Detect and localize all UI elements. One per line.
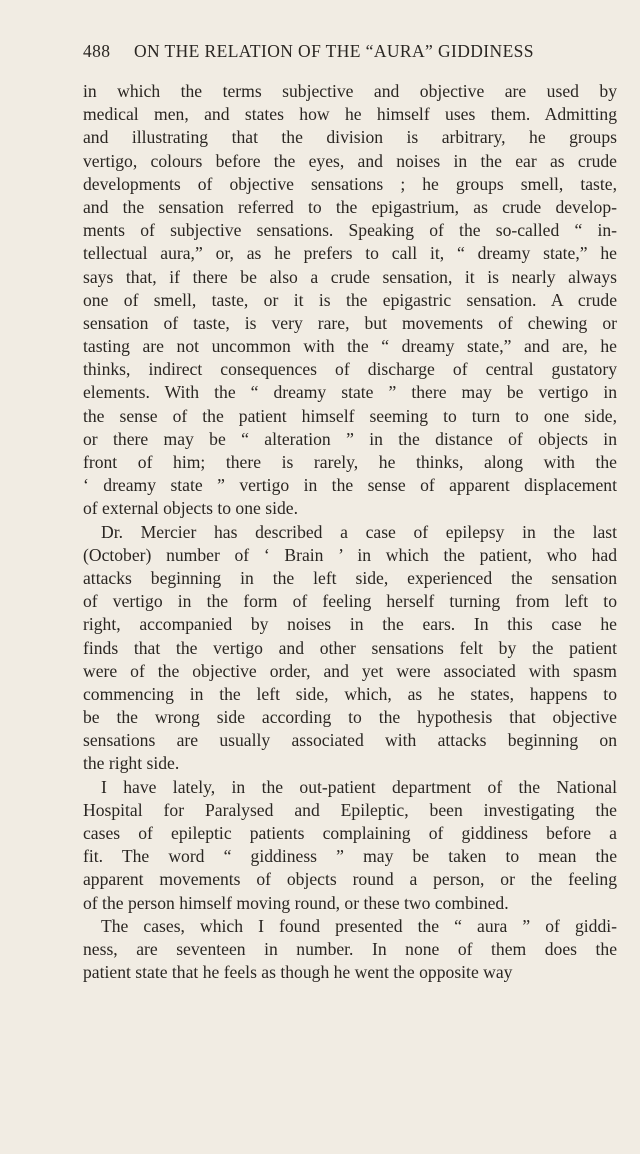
text-line: patient state that he feels as though he went the opposite way [83,962,513,983]
text-line: the right side. [83,753,180,774]
text-line: be the wrong side according to the hypothesis that objective [83,707,617,728]
paragraph [83,80,617,521]
paragraph [83,915,617,985]
text-line: ness, are seventeen in number. In none of them does the [83,938,617,959]
text-line: finds that the vertigo and other sensations felt by the patient [83,637,617,658]
text-line: or there may be “ alteration ” in the distance of objects in [83,428,617,449]
text-line: cases of epileptic patients complaining of giddiness before a [83,823,617,843]
text-line: ‘ dreamy state ” vertigo in the sense of apparent displacement [83,475,617,496]
text-line: tellectual aura,” or, as he prefers to call it, “ dreamy state,” he [83,243,617,264]
text-line: thinks, indirect consequences of discharge of central gustatory [83,359,617,380]
text-line: elements. With the “ dreamy state ” there may be vertigo in [83,382,617,403]
text-line: commencing in the left side, which, as he states, happens to [83,683,617,704]
text-line: sensations are usually associated with attacks beginning on [83,730,617,751]
paragraph [83,776,617,915]
text-line: of external objects to one side. [83,498,298,519]
text-line: tasting are not uncommon with the “ dreamy state,” and are, he [83,336,617,357]
running-title: ON THE RELATION OF THE “AURA” GIDDINESS [134,41,534,61]
text-line: vertigo, colours before the eyes, and noises in the ear as crude [83,150,617,171]
text-line: medical men, and states how he himself uses them. Admitting [83,104,617,125]
text-line: and illustrating that the division is arbitrary, he groups [83,127,617,148]
text-line: were of the objective order, and yet were associated with spasm [83,660,617,681]
text-line: developments of objective sensations ; he groups smell, taste, [83,173,617,194]
page-number: 488 [83,41,111,61]
text-line: (October) number of ‘ Brain ’ in which the patient, who had [83,544,617,565]
text-line: I have lately, in the out-patient department of the National [101,776,617,797]
text-line: of the person himself moving round, or these two combined. [83,892,509,913]
text-line: fit. The word “ giddiness ” may be taken to mean the [83,846,617,867]
text-line: one of smell, taste, or it is the epigastric sensation. A crude [83,289,617,310]
text-line: Dr. Mercier has described a case of epilepsy in the last [101,521,617,542]
body-text [83,80,617,984]
text-line: apparent movements of objects round a person, or the feeling [83,869,617,890]
text-line: front of him; there is rarely, he thinks, along with the [83,452,617,472]
text-line: in which the terms subjective and objective are used by [83,81,617,101]
text-line: says that, if there be also a crude sensation, it is nearly always [83,266,617,287]
running-head [83,41,615,65]
text-line: the sense of the patient himself seeming to turn to one side, [83,405,617,426]
text-line: ments of subjective sensations. Speaking of the so-called “ in- [83,220,617,241]
text-line: The cases, which I found presented the “ aura ” of giddi- [101,915,617,936]
text-line: attacks beginning in the left side, experienced the sensation [83,567,617,588]
text-line: Hospital for Paralysed and Epileptic, been investigating the [83,799,617,820]
text-line: of vertigo in the form of feeling herself turning from left to [83,591,617,612]
text-line: and the sensation referred to the epigastrium, as crude develop- [83,196,617,217]
text-line: sensation of taste, is very rare, but movements of chewing or [83,312,617,333]
paragraph [83,521,617,776]
text-line: right, accompanied by noises in the ears. In this case he [83,614,617,635]
